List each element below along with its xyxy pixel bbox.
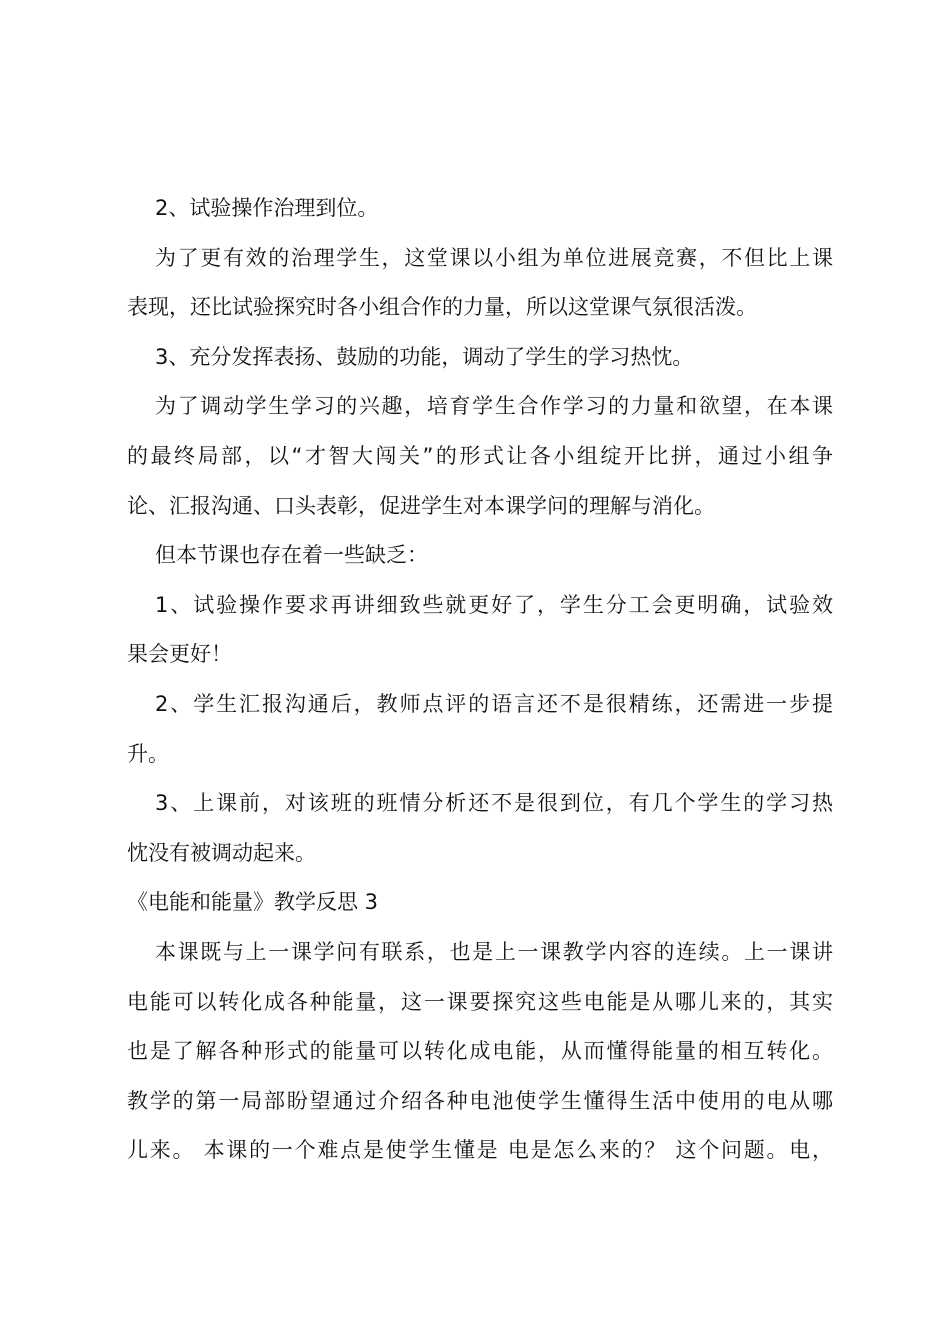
text-line: 为了更有效的治理学生，这堂课以小组为单位进展竞赛，不但比上课 — [155, 245, 833, 270]
text-line: 为了调动学生学习的兴趣，培育学生合作学习的力量和欲望，在本课 — [155, 394, 833, 419]
text-line: 的最终局部，以“才智大闯关”的形式让各小组绽开比拼，通过小组争 — [127, 443, 833, 468]
text-line: 2、学生汇报沟通后，教师点评的语言还不是很精练，还需进一步提 — [155, 691, 833, 716]
text-line: 教学的第一局部盼望通过介绍各种电池使学生懂得生活中使用的电从哪 — [127, 1088, 833, 1113]
text-line: 本课既与上一课学问有联系，也是上一课教学内容的连续。上一课讲 — [155, 939, 833, 964]
section-heading: 《电能和能量》教学反思 3 — [127, 890, 379, 915]
document-page — [127, 184, 833, 1176]
text-line: 表现，还比试验探究时各小组合作的力量，所以这堂课气氛很活泼。 — [127, 295, 757, 320]
text-line: 但本节课也存在着一些缺乏： — [155, 543, 428, 568]
text-line: 3、上课前，对该班的班情分析还不是很到位，有几个学生的学习热 — [155, 791, 833, 816]
text-line: 也是了解各种形式的能量可以转化成电能，从而懂得能量的相互转化。 — [127, 1039, 833, 1064]
text-line: 果会更好！ — [127, 642, 232, 667]
text-line: 忱没有被调动起来。 — [127, 840, 316, 865]
text-line: 1、试验操作要求再讲细致些就更好了，学生分工会更明确，试验效 — [155, 592, 833, 617]
text-line: 升。 — [127, 741, 169, 766]
text-line: 论、汇报沟通、口头表彰，促进学生对本课学问的理解与消化。 — [127, 493, 715, 518]
text-line: 3、充分发挥表扬、鼓励的功能，调动了学生的学习热忱。 — [155, 344, 694, 369]
text-line: 儿来。 本课的一个难点是使学生懂是 电是怎么来的？ 这个问题。电， — [127, 1138, 833, 1163]
text-line: 2、试验操作治理到位。 — [155, 196, 379, 220]
text-line: 电能可以转化成各种能量，这一课要探究这些电能是从哪儿来的，其实 — [127, 989, 833, 1014]
